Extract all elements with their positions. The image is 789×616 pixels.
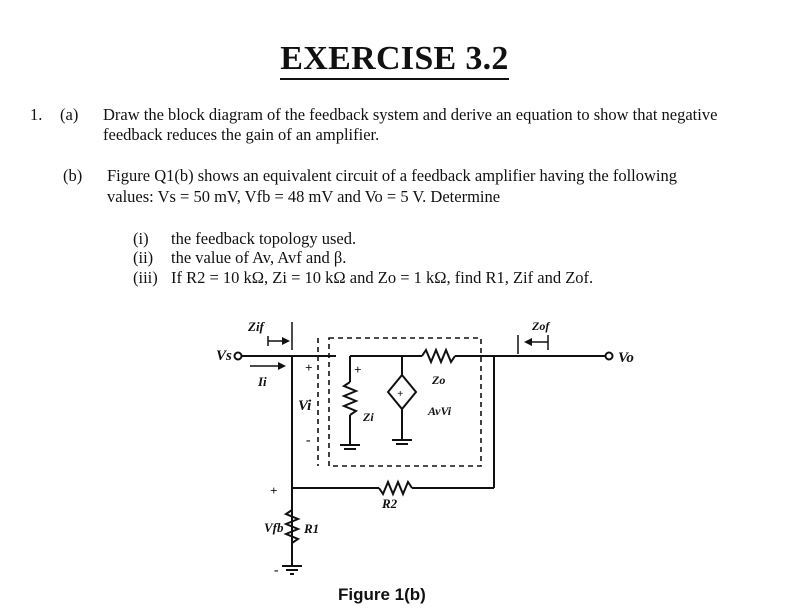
sub-item-1-label: (i) <box>133 229 149 248</box>
sub-item-1-text: the feedback topology used. <box>171 229 357 248</box>
zof-label: Zof <box>532 319 550 333</box>
r2-label: R2 <box>382 496 398 511</box>
ii-label: Ii <box>258 374 267 389</box>
vi-label: Vi <box>298 398 312 414</box>
vfb-plus-sign: + <box>270 483 278 498</box>
sub-item-3-label: (iii) <box>133 268 158 287</box>
part-b-line-1: Figure Q1(b) shows an equivalent circuit of a feedback amplifier having the following <box>107 166 677 185</box>
part-a-label: (a) <box>60 105 79 124</box>
vi-minus-sign: - <box>306 433 311 448</box>
zif-label: Zif <box>248 319 264 334</box>
part-a-line-1: Draw the block diagram of the feedback system and derive an equation to show that negative <box>103 105 718 124</box>
part-b-line-2: values: Vs = 50 mV, Vfb = 48 mV and Vo = 5 V. Determine <box>107 187 501 206</box>
zi-label: Zi <box>363 410 374 424</box>
vfb-minus-sign: - <box>274 563 279 578</box>
zo-label: Zo <box>432 373 446 387</box>
zi-plus-sign: + <box>354 362 362 377</box>
input-terminal <box>235 353 242 360</box>
exercise-title: EXERCISE 3.2 <box>0 40 789 78</box>
sub-item-2-text: the value of Av, Avf and β. <box>171 248 347 267</box>
question-number: 1. <box>30 105 43 124</box>
vs-label: Vs <box>216 348 232 364</box>
vi-plus-sign: + <box>305 360 313 375</box>
r1-label: R1 <box>304 521 320 536</box>
source-plus-sign: + <box>397 388 404 400</box>
vfb-label: Vfb <box>264 520 284 535</box>
part-b-label: (b) <box>63 166 83 185</box>
part-a-line-2: feedback reduces the gain of an amplifier. <box>103 125 380 144</box>
vo-label: Vo <box>618 350 634 366</box>
sub-item-3-text: If R2 = 10 kΩ, Zi = 10 kΩ and Zo = 1 kΩ, find R1, Zif and Zof. <box>171 268 594 287</box>
avvi-label: AvVi <box>428 404 452 418</box>
sub-item-2-label: (ii) <box>133 248 154 267</box>
output-terminal <box>606 353 613 360</box>
figure-caption: Figure 1(b) <box>338 585 426 604</box>
